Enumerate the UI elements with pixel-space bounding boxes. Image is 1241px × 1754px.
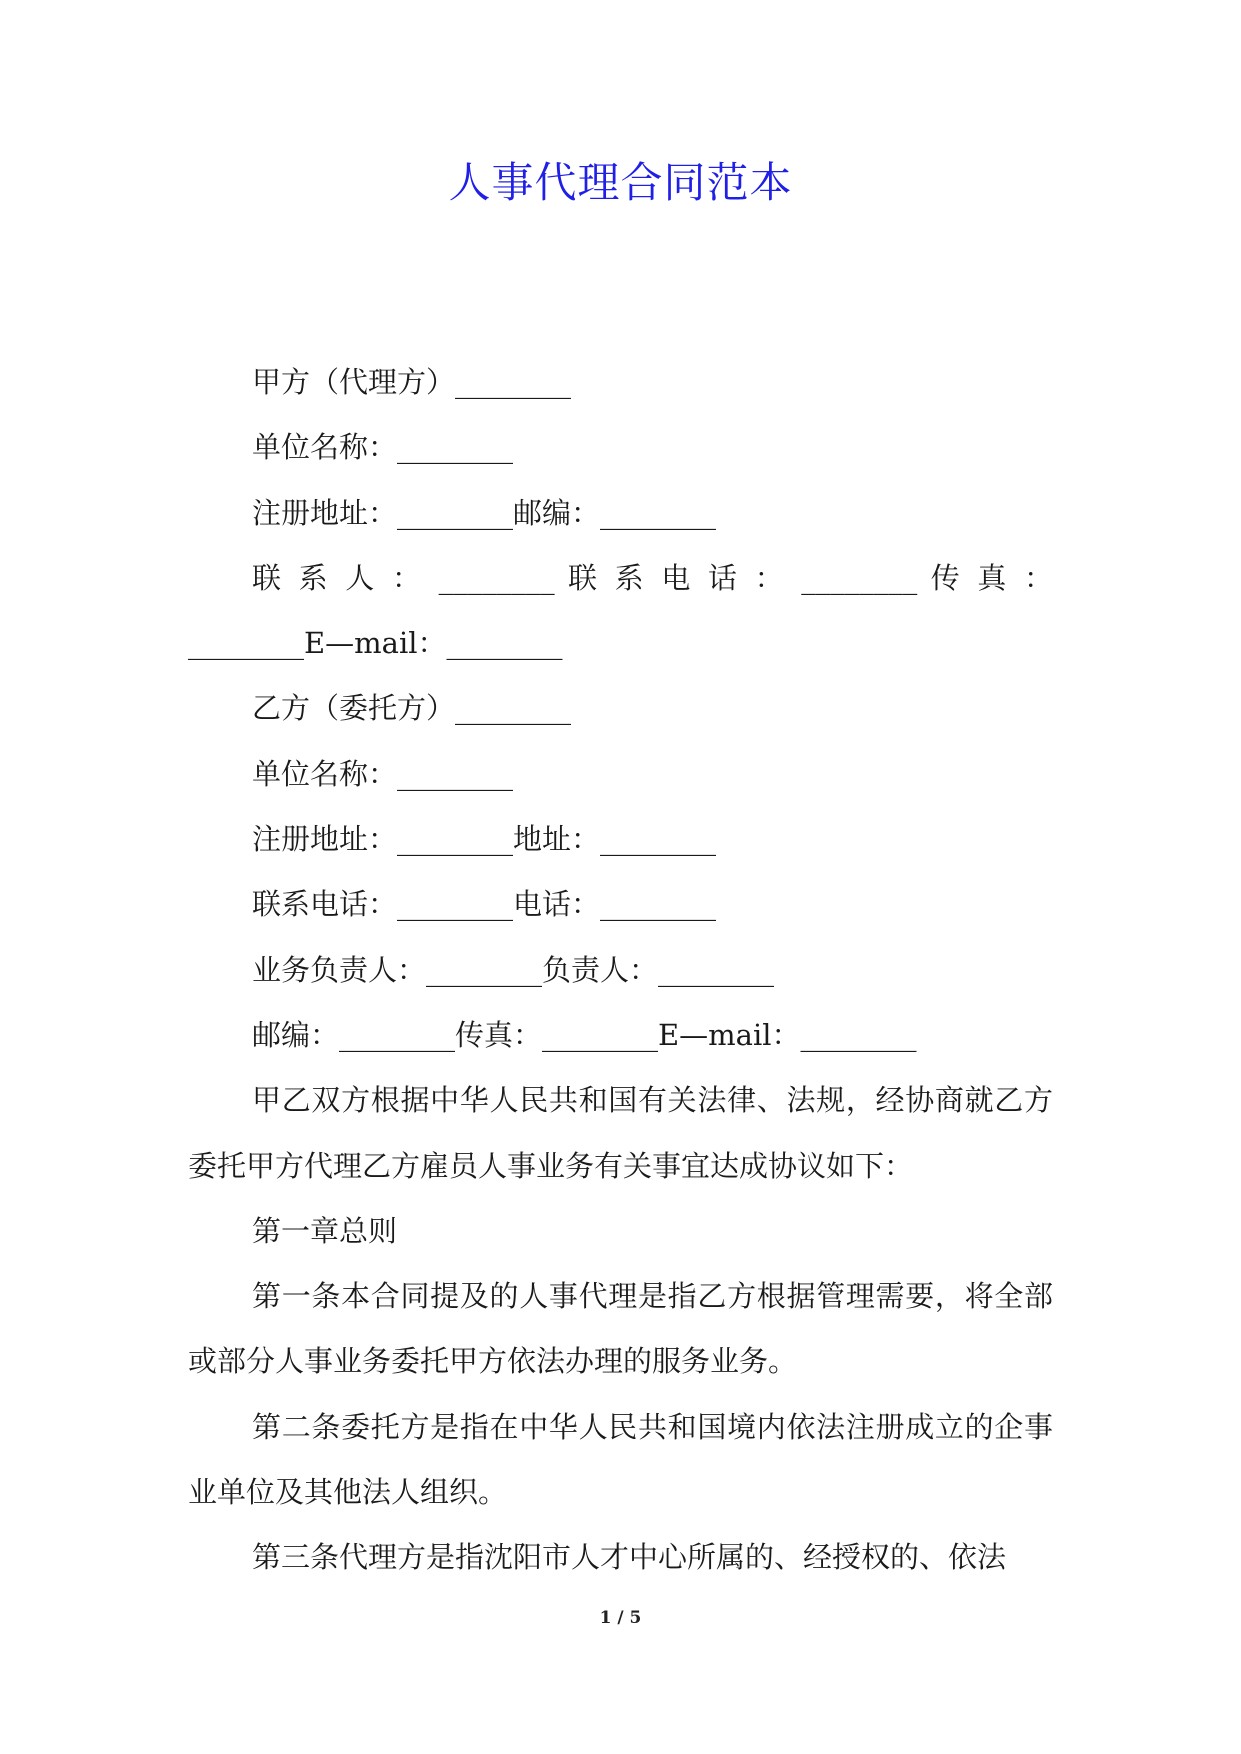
article-1-paragraph: 第一条本合同提及的人事代理是指乙方根据管理需要，将全部或部分人事业务委托甲方依法办理的服务业务。 [188,1279,1053,1379]
party-b-unit-name: 单位名称：________ [252,756,514,791]
article-2-paragraph: 第二条委托方是指在中华人民共和国境内依法注册成立的企事业单位及其他法人组织。 [188,1409,1053,1510]
party-a-contact-line-1: 联 系 人 ： ________ 联 系 电 话 ： ________ 传 真 ： [252,560,1053,595]
party-b-address: 注册地址：________地址：________ [252,822,717,857]
article-3-paragraph: 第三条代理方是指沈阳市人才中心所属的、经授权的、依法 [252,1540,1007,1575]
chapter-1-heading: 第一章总则 [252,1213,398,1248]
party-b-heading: 乙方（委托方）________ [252,691,572,726]
party-a-contact-line-2: ________E—mail：________ [188,626,563,661]
party-a-unit-name: 单位名称：________ [252,430,514,465]
page-indicator: 1 / 5 [599,1608,642,1628]
party-a-heading: 甲方（代理方）________ [252,365,572,399]
document-body [188,350,1053,1591]
party-b-zip-fax-email: 邮编：________传真：________E—mail：________ [252,1017,917,1052]
document-title: 人事代理合同范本 [448,158,793,207]
party-a-address-zip: 注册地址：________邮编：________ [252,495,717,530]
intro-paragraph: 甲乙双方根据中华人民共和国有关法律、法规，经协商就乙方委托甲方代理乙方雇员人事业务有关事宜达成协议如下： [188,1083,1053,1183]
party-b-phone: 联系电话：________电话：________ [252,887,717,922]
party-b-manager: 业务负责人：________负责人：________ [252,952,775,987]
